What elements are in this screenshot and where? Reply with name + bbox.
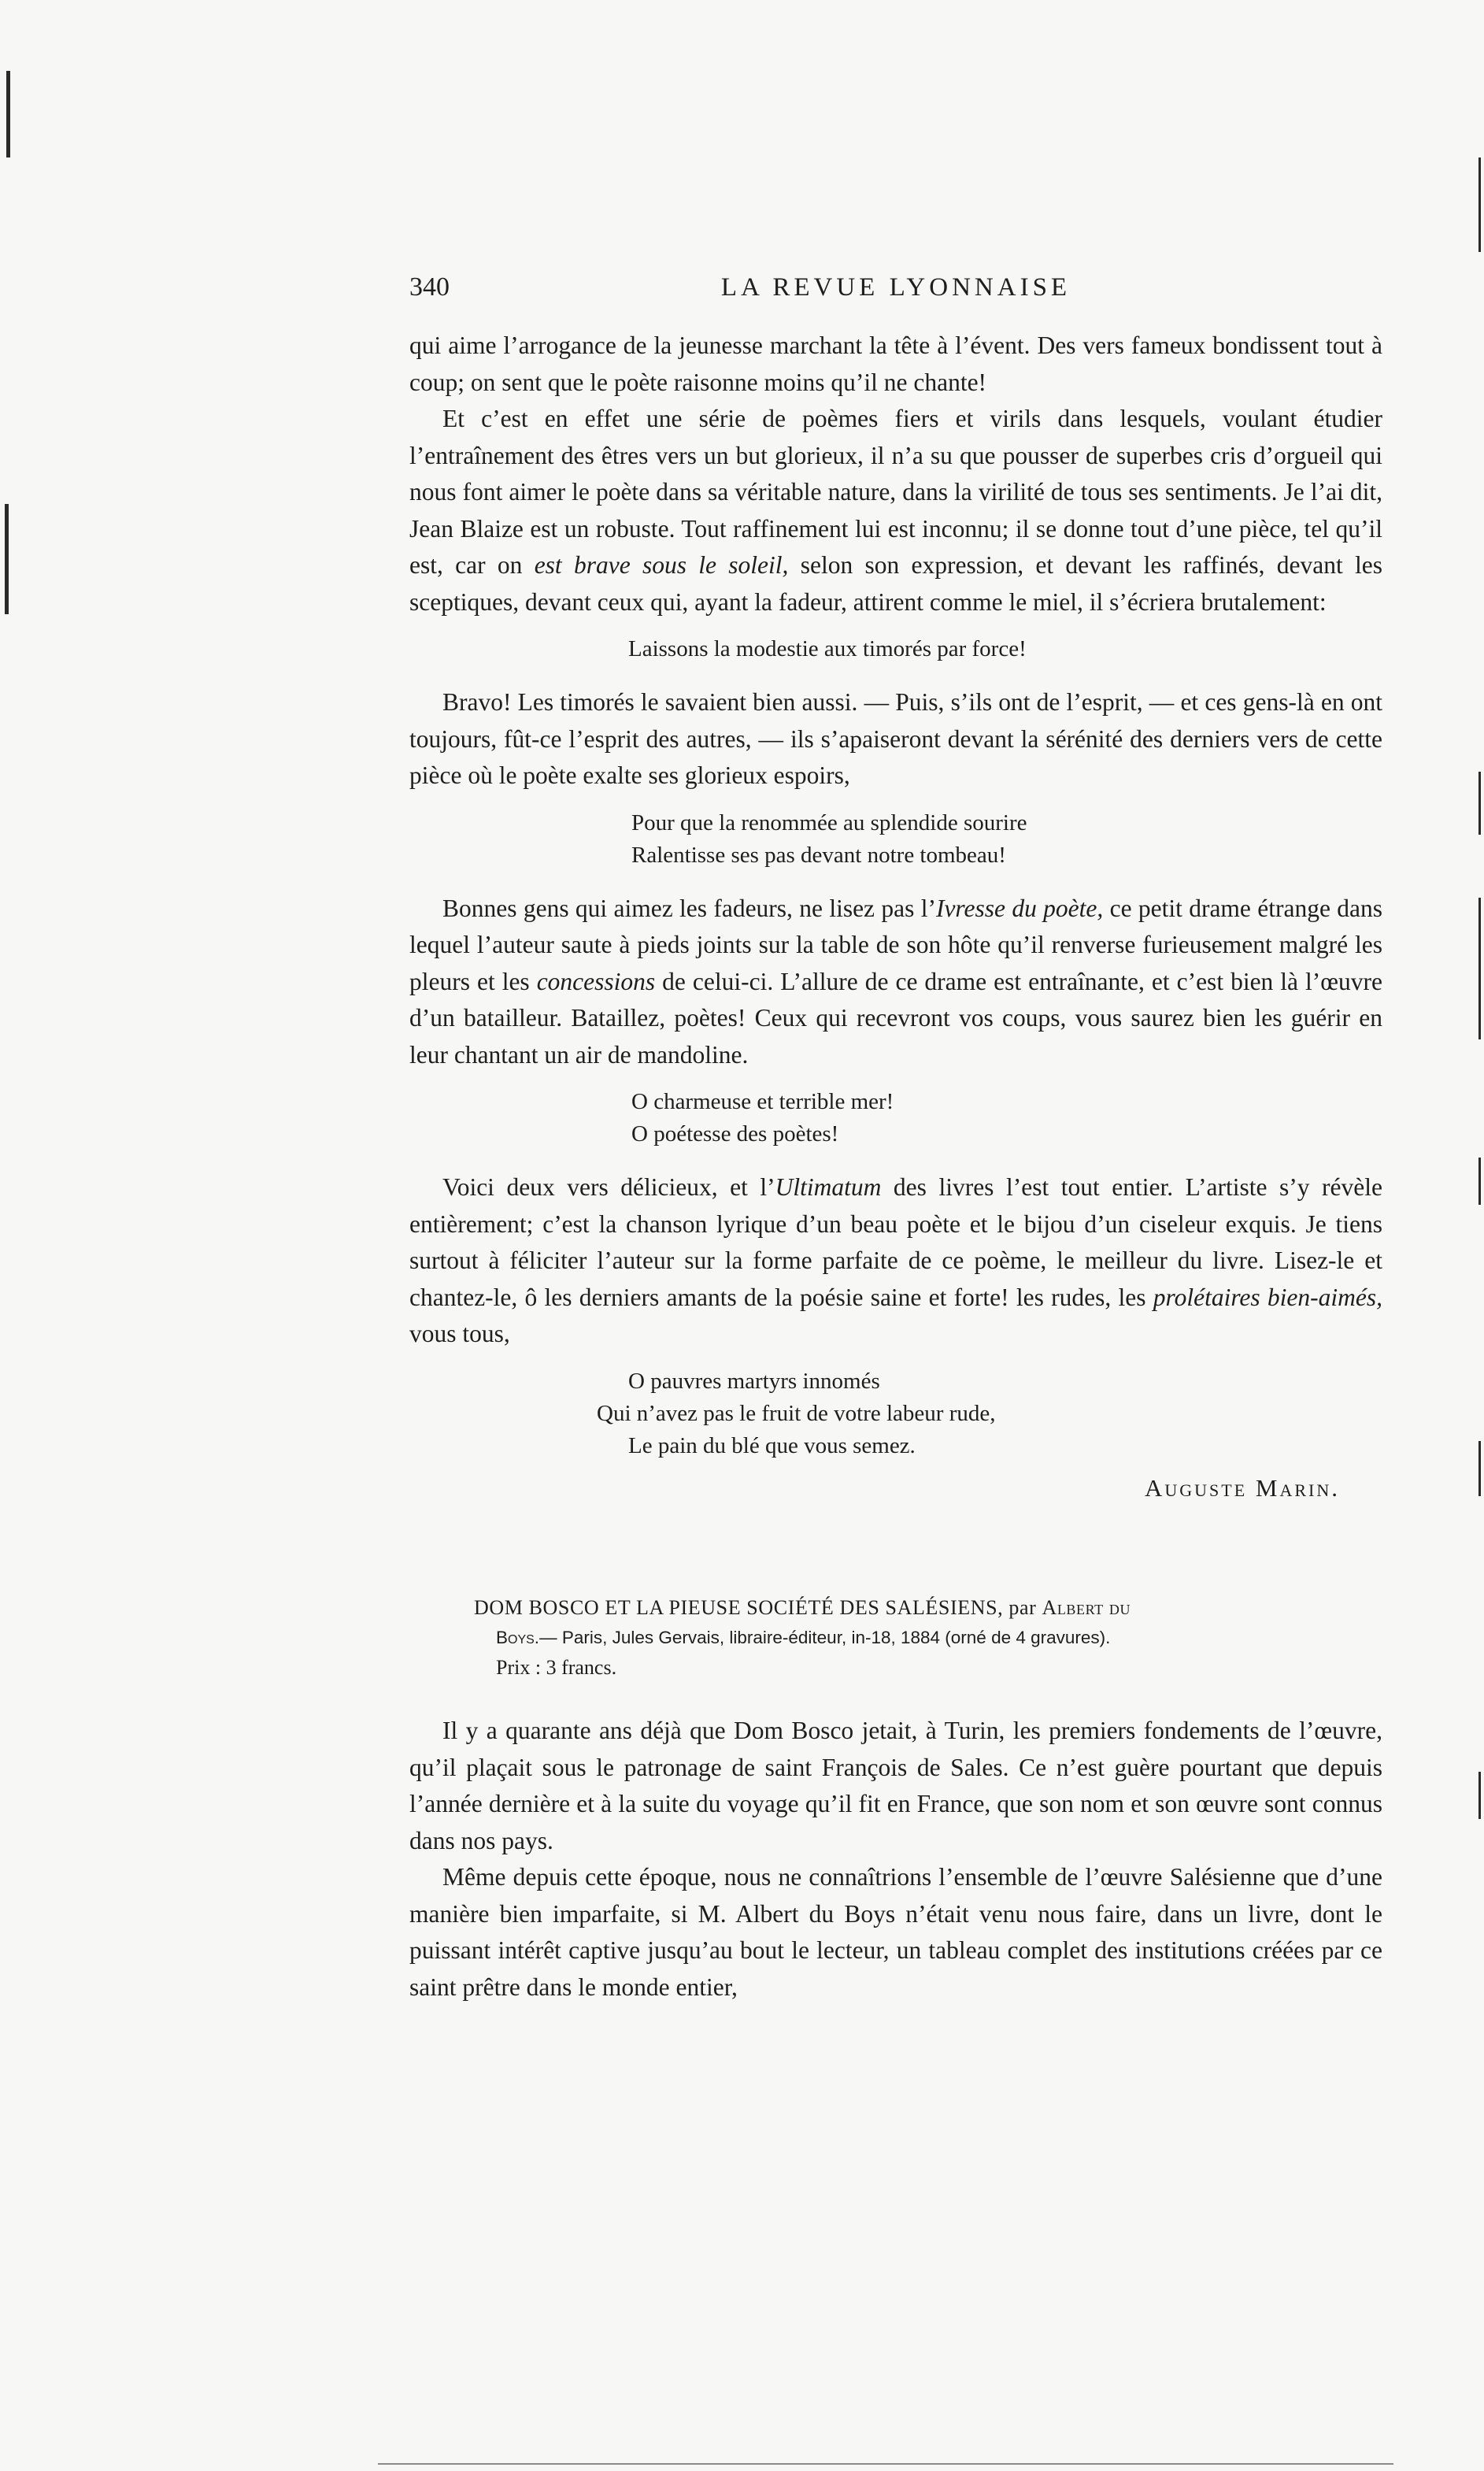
review-paragraph-2: Même depuis cette époque, nous ne connaîtrions l’ensemble de l’œuvre Salésienne que d’une manière bien imparfaite, si M. Albert du Boys n’était venu nous faire, dans un livre, dont le puissant intérêt captive jusqu’au bout le lecteur, un tableau complet des institutions créées par ce saint prêtre dans le monde entier, [409,1863,1382,2001]
paragraph-2-text-a: Et c’est en effet une série de poèmes fiers et virils dans lesquels, voulant étudier l’entraînement des êtres vers un but glorieux, il n’a su que pousser de superbes cris d’orgueil qui nous font aimer le poète dans sa véritable nature, dans la virilité de tous ses sentiments. Je l’ai dit, Jean Blaize est un robuste. Tout raffinement lui est inconnu; il se donne tout d’une pièce, tel qu’il est, car on [409,405,1382,579]
scan-edge-mark-right [1478,1772,1481,1819]
running-head [409,269,1382,309]
paragraph-1: qui aime l’arrogance de la jeunesse marchant la tête à l’évent. Des vers fameux bondissent tout à coup; on sent que le poète raisonne moins qu’il ne chante! [409,332,1382,396]
review-header [409,1593,1382,1683]
paragraph-5 [409,1169,1382,1353]
paragraph-5-italic-phrase: prolétaires bien-aimés, [1153,1283,1383,1311]
scan-edge-mark-right [1478,1441,1481,1496]
journal-title: LA REVUE LYONNAISE [720,273,1071,302]
verse-line: Qui n’avez pas le fruit de votre labeur rude, [597,1400,996,1426]
scan-edge-mark-right [1478,157,1481,252]
review-author-surname: Boys. [496,1628,540,1647]
verse-line: Laissons la modestie aux timorés par force! [628,636,1027,661]
scan-edge-mark-left [6,71,10,157]
paragraph-5-italic-title: Ultimatum [775,1173,882,1201]
scan-edge-mark-right [1478,1158,1481,1205]
paragraph-4-italic-title: Ivresse du poète, [935,894,1104,922]
bottom-scan-rule [378,2463,1393,2465]
scan-edge-mark-right [1478,772,1481,835]
paragraph-4-text-c: de celui-ci. L’allure de ce drame est entraînante, et c’est bien là l’œuvre d’un batailleur. Bataillez, poètes! Ceux qui recevront vos coups, vous saurez bien les guérir en leur chantant un air de mandoline. [409,967,1382,1069]
review-publication-info [474,1623,1382,1653]
author-signature: Auguste Marin. [1144,1473,1340,1502]
verse-quote-1 [409,633,1382,665]
paragraph-2-text-b: selon son expression, et devant les raffinés, devant les sceptiques, devant ceux qui, ayant la fadeur, attirent comme le miel, il s’écriera brutalement: [409,551,1382,616]
review-publisher: — Paris, Jules Gervais, libraire-éditeur, in-18, 1884 (orné de 4 gravures). [539,1628,1111,1647]
scan-edge-mark-left [5,504,9,614]
verse-line: O charmeuse et terrible mer! [631,1089,894,1114]
verse-quote-3 [409,1086,1382,1150]
review-title-text: DOM BOSCO ET LA PIEUSE SOCIÉTÉ DES SALÉSIENS, par [474,1596,1037,1619]
review-author-name: Albert du [1042,1596,1131,1619]
paragraph-4 [409,891,1382,1074]
paragraph-2 [409,401,1382,621]
verse-line: Pour que la renommée au splendide sourire [631,809,1027,835]
paragraph-5-text-c: vous tous, [409,1320,510,1347]
paragraph-3: Bravo! Les timorés le savaient bien aussi. — Puis, s’ils ont de l’esprit, — et ces gens-là en ont toujours, fût-ce l’esprit des autres, — ils s’apaiseront devant la sérénité des derniers vers de cette pièce où le poète exalte ses glorieux espoirs, [409,688,1382,789]
verse-line: Le pain du blé que vous semez. [628,1432,916,1458]
paragraph-2-italic: est brave sous le soleil, [534,551,789,579]
review-title [474,1593,1382,1623]
review-paragraph-1: Il y a quarante ans déjà que Dom Bosco jetait, à Turin, les premiers fondements de l’œuvre, qu’il plaçait sous le patronage de saint François de Sales. Ce n’est guère pourtant que depuis l’année dernière et à la suite du voyage qu’il fit en France, que son nom et son œuvre sont connus dans nos pays. [409,1717,1382,1854]
scan-edge-mark-right [1478,898,1481,1039]
verse-line: O pauvres martyrs innomés [628,1368,880,1394]
review-price: Prix : 3 francs. [496,1656,617,1679]
verse-quote-4 [409,1365,1382,1462]
paragraph-4-italic-word: concessions [536,967,656,995]
verse-line: Ralentisse ses pas devant notre tombeau! [631,842,1006,868]
verse-quote-2 [409,807,1382,872]
paragraph-5-text-b: des livres l’est tout entier. L’artiste s’y révèle entièrement; c’est la chanson lyrique d’un beau poète et le bijou d’un ciseleur exquis. Je tiens surtout à féliciter l’auteur sur la forme parfaite de ce poème, le meilleur du livre. Lisez-le et chantez-le, ô les derniers amants de la poésie saine et forte! les rudes, les [409,1173,1382,1311]
paragraph-5-text-a: Voici deux vers délicieux, et l’ [442,1173,775,1201]
paragraph-4-text-a: Bonnes gens qui aimez les fadeurs, ne lisez pas l’ [442,894,936,922]
verse-line: O poétesse des poètes! [631,1121,839,1147]
paragraph-4-text-b: ce petit drame étrange dans lequel l’auteur saute à pieds joints sur la table de son hôte qu’il renverse furieusement malgré les pleurs et les [409,894,1382,995]
page-content [409,269,1382,2006]
page-number: 340 [409,272,450,302]
